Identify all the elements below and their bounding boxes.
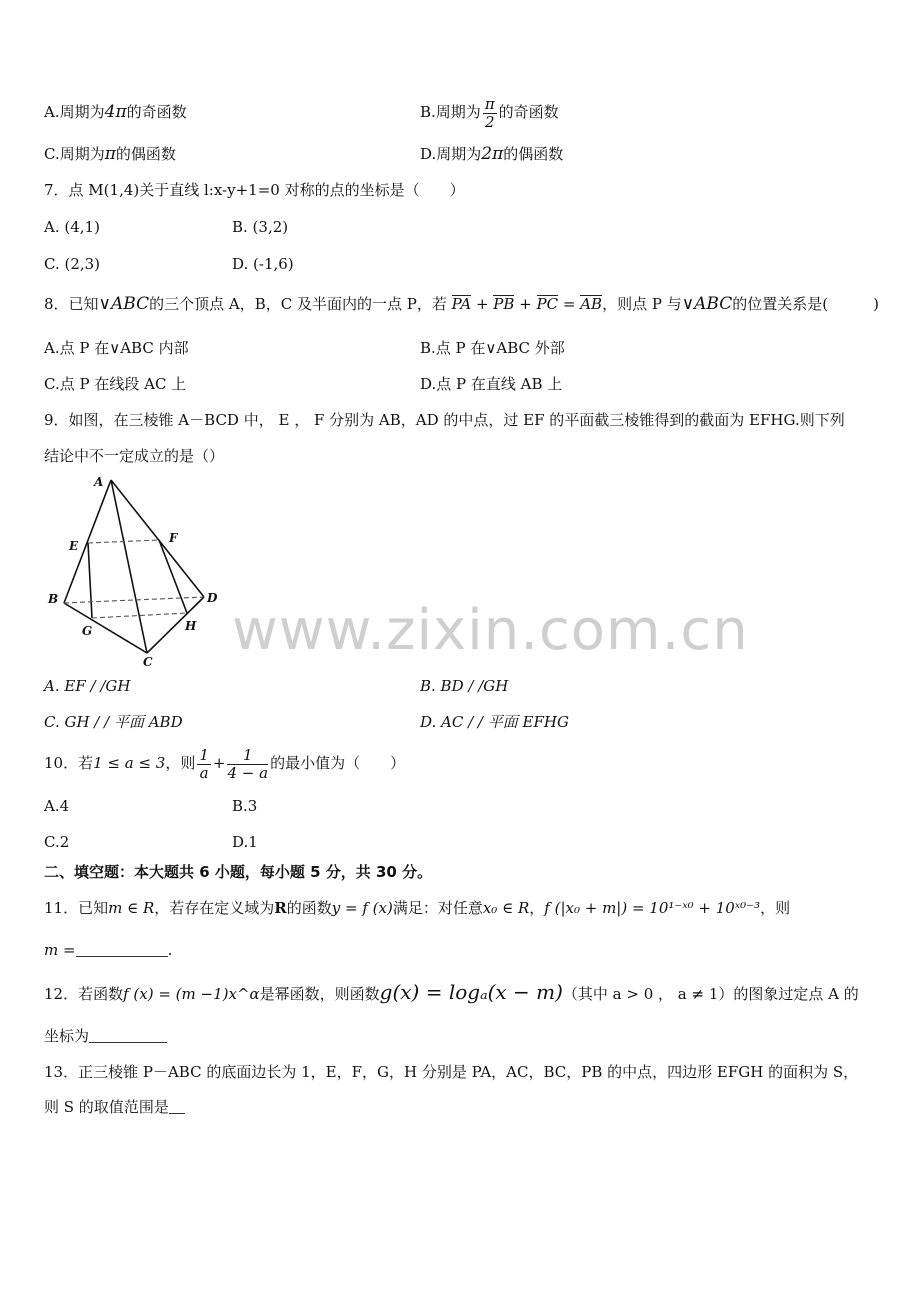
q9-option-b: B. BD / /GH: [420, 677, 509, 695]
q10-stem: 10．若1 ≤ a ≤ 3，则 $\frac{1}{a}$ + $\frac{1}{4 - a}$ 的最小值为（ ）: [44, 745, 406, 782]
fig-label-e: E: [69, 539, 79, 553]
fig-label-f: F: [169, 531, 178, 545]
q6-option-c: C.周期为π的偶函数: [44, 144, 176, 164]
q7-option-b: B. (3,2): [232, 218, 289, 236]
q9-stem-line1: 9．如图，在三棱锥 A－BCD 中， E ， F 分别为 AB，AD 的中点，过 EF 的平面截三棱锥得到的截面为 EFHG.则下列: [44, 411, 845, 429]
tetrahedron-figure: [40, 470, 240, 670]
q7-stem: 7．点 M(1,4)关于直线 l:x-y+1=0 对称的点的坐标是（ ）: [44, 181, 465, 199]
q12-line2: 坐标为: [44, 1026, 167, 1046]
q10-option-a: A.4: [44, 797, 70, 815]
q9-option-c: C. GH / / 平面 ABD: [44, 713, 183, 731]
q9-stem-line2: 结论中不一定成立的是（）: [44, 447, 225, 465]
q9-option-d: D. AC / / 平面 EFHG: [420, 713, 569, 731]
fig-label-d: D: [207, 591, 218, 605]
fig-label-c: C: [143, 655, 153, 669]
q11-answer-blank[interactable]: [76, 942, 168, 957]
q8-option-d: D.点 P 在直线 AB 上: [420, 375, 563, 393]
q10-option-d: D.1: [232, 833, 258, 851]
q7-option-c: C. (2,3): [44, 255, 101, 273]
q8-option-a: A.点 P 在∨ABC 内部: [44, 339, 189, 357]
q12-stem: 12．若函数f (x) = (m −1)x^α是幂函数，则函数g(x) = logₐ(x − m)（其中 a > 0 ， a ≠ 1）的图象过定点 A 的: [44, 980, 859, 1004]
q6-option-b: B.周期为 $\frac{\pi}{2}$ 的奇函数: [420, 94, 559, 131]
fig-label-h: H: [185, 619, 197, 633]
q10-option-b: B.3: [232, 797, 258, 815]
q8-stem: 8．已知∨ABC的三个顶点 A，B，C 及半面内的一点 P，若 PA + PB + PC = AB，则点 P 与∨ABC的位置关系是( ): [44, 294, 879, 314]
fig-label-a: A: [94, 475, 104, 489]
q7-option-a: A. (4,1): [44, 218, 100, 236]
q8-option-c: C.点 P 在线段 AC 上: [44, 375, 187, 393]
q10-option-c: C.2: [44, 833, 70, 851]
q11-answer-line: m = .: [44, 941, 173, 959]
q6-option-a: A.周期为4π的奇函数: [44, 102, 187, 122]
fig-label-g: G: [82, 624, 93, 638]
q7-option-d: D. (-1,6): [232, 255, 294, 273]
q6-option-d: D.周期为2π的偶函数: [420, 144, 564, 164]
section-2-heading: 二、填空题：本大题共 6 小题，每小题 5 分，共 30 分。: [44, 863, 433, 881]
q12-answer-blank[interactable]: [89, 1028, 167, 1043]
fig-label-b: B: [48, 592, 59, 606]
q13-answer-blank[interactable]: [169, 1099, 185, 1114]
watermark: www.zixin.com.cn: [232, 598, 749, 663]
q8-option-b: B.点 P 在∨ABC 外部: [420, 339, 565, 357]
q13-stem-line1: 13．正三棱锥 P－ABC 的底面边长为 1，E，F，G，H 分别是 PA，AC，BC，PB 的中点，四边形 EFGH 的面积为 S，: [44, 1063, 859, 1081]
q13-stem-line2: 则 S 的取值范围是: [44, 1097, 185, 1117]
q11-stem: 11．已知m ∈ R，若存在定义域为R的函数y = f (x)满足：对任意x₀ ∈ R，f (|x₀ + m|) = 10¹⁻ˣ⁰ + 10ˣ⁰⁻³，则: [44, 899, 791, 917]
q9-option-a: A. EF / /GH: [44, 677, 131, 695]
